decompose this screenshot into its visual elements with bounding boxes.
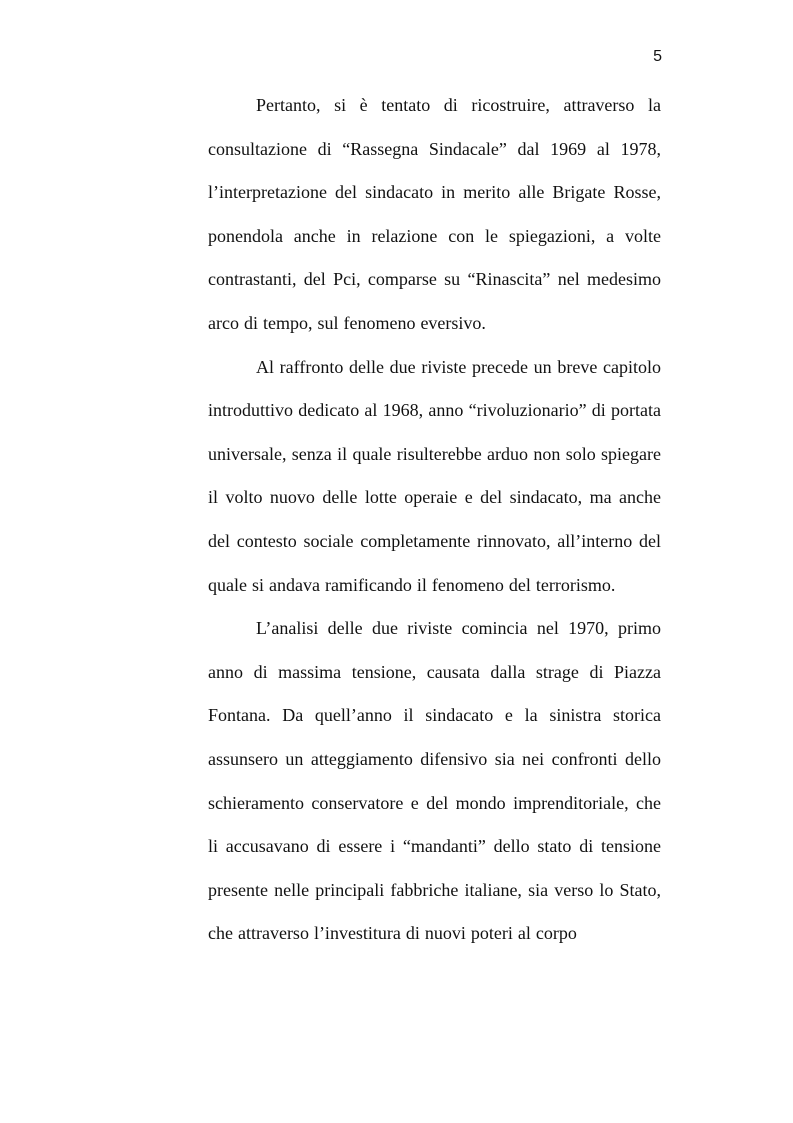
paragraph-3: L’analisi delle due riviste comincia nel 1970, primo anno di massima tensione, causata dalla strage di Piazza Fontana. Da quell’anno il sindacato e la sinistra storica assunsero un atteggiamento difensivo sia nei confronti dello schieramento conservatore e del mondo imprenditoriale, che li accusavano di essere i “mandanti” dello stato di tensione presente nelle principali fabbriche italiane, sia verso lo Stato, che attraverso l’investitura di nuovi poteri al corpo (208, 618, 661, 944)
paragraph-2: Al raffronto delle due riviste precede un breve capitolo introduttivo dedicato al 1968, anno “rivoluzionario” di portata universale, senza il quale risulterebbe arduo non solo spiegare il volto nuovo delle lotte operaie e del sindacato, ma anche del contesto sociale completamente rinnovato, all’interno del quale si andava ramificando il fenomeno del terrorismo. (208, 356, 661, 595)
body-text (208, 84, 661, 956)
paragraph-1: Pertanto, si è tentato di ricostruire, attraverso la consultazione di “Rassegna Sindacale” dal 1969 al 1978, l’interpretazione del sindacato in merito alle Brigate Rosse, ponendola anche in relazione con le spiegazioni, a volte contrastanti, del Pci, comparse su “Rinascita” nel medesimo arco di tempo, sul fenomeno eversivo. (208, 95, 661, 333)
page-number: 5 (653, 48, 662, 65)
